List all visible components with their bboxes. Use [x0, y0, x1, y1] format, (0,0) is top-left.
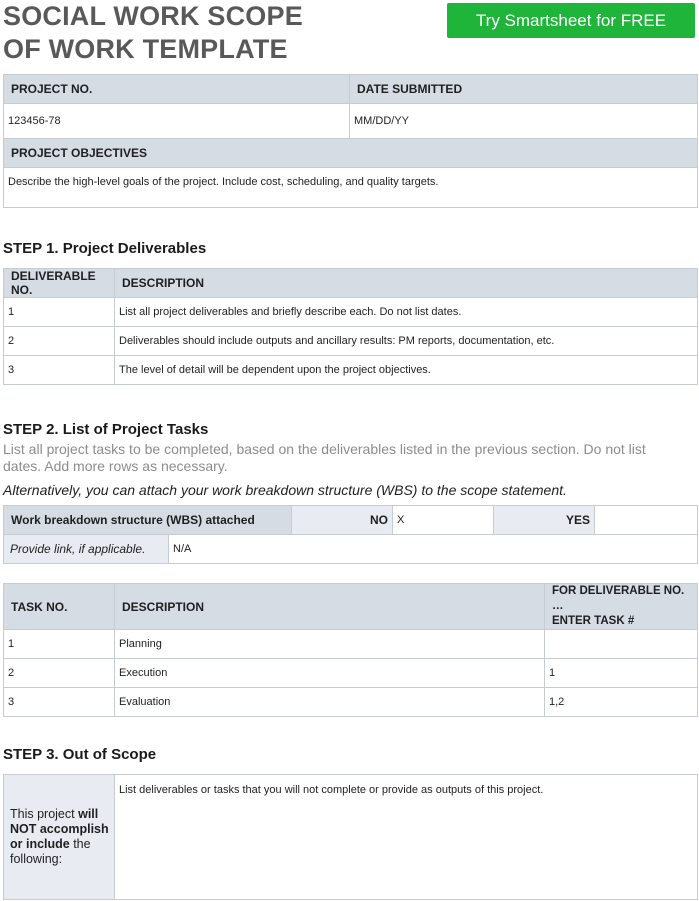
project-objectives-header: PROJECT OBJECTIVES [4, 139, 698, 168]
task-deliverable-cell[interactable] [545, 630, 698, 659]
date-submitted-header: DATE SUBMITTED [350, 75, 698, 104]
step3-heading: STEP 3. Out of Scope [3, 746, 157, 763]
out-of-scope-field[interactable]: List deliverables or tasks that you will not complete or provide as outputs of this project. [115, 775, 698, 900]
date-submitted-field[interactable]: MM/DD/YY [350, 104, 698, 139]
project-objectives-field[interactable]: Describe the high-level goals of the project. Include cost, scheduling, and quality targets. [4, 168, 698, 208]
task-desc-header: DESCRIPTION [115, 584, 545, 630]
title-line-1: SOCIAL WORK SCOPE [3, 1, 303, 31]
deliverable-no-header: DELIVERABLE NO. [4, 269, 115, 298]
project-no-field[interactable]: 123456-78 [4, 104, 350, 139]
deliverable-desc-cell[interactable]: The level of detail will be dependent upon the project objectives. [115, 356, 698, 385]
task-desc-cell[interactable]: Evaluation [115, 688, 545, 717]
wbs-yes-field[interactable] [595, 506, 698, 535]
task-no-header: TASK NO. [4, 584, 115, 630]
out-of-scope-label-a: This project [10, 807, 79, 821]
out-of-scope-label [4, 775, 115, 900]
task-deliverable-header [545, 584, 698, 630]
deliverable-no-cell[interactable]: 2 [4, 327, 115, 356]
table-row [4, 327, 698, 356]
wbs-label: Work breakdown structure (WBS) attached [4, 506, 292, 535]
wbs-no-field[interactable]: X [393, 506, 494, 535]
project-info-table [3, 74, 698, 208]
deliverable-desc-header: DESCRIPTION [115, 269, 698, 298]
title-line-2: OF WORK TEMPLATE [3, 34, 288, 64]
deliverable-desc-cell[interactable]: List all project deliverables and briefly describe each. Do not list dates. [115, 298, 698, 327]
deliverable-no-cell[interactable]: 1 [4, 298, 115, 327]
provide-link-label: Provide link, if applicable. [4, 535, 169, 564]
wbs-yes-label: YES [494, 506, 595, 535]
page-title [3, 0, 303, 66]
step2-note: List all project tasks to be completed, based on the deliverables listed in the previous section. Do not list dates. Add more rows as necessary. [3, 441, 646, 474]
task-desc-cell[interactable]: Planning [115, 630, 545, 659]
task-desc-cell[interactable]: Execution [115, 659, 545, 688]
try-smartsheet-button[interactable]: Try Smartsheet for FREE [447, 3, 695, 38]
project-no-header: PROJECT NO. [4, 75, 350, 104]
deliverable-no-cell[interactable]: 3 [4, 356, 115, 385]
table-row [4, 688, 698, 717]
table-row [4, 630, 698, 659]
deliverables-table [3, 268, 698, 385]
table-row [4, 356, 698, 385]
wbs-table [3, 505, 698, 564]
table-row [4, 659, 698, 688]
out-of-scope-table [3, 774, 698, 900]
step1-heading: STEP 1. Project Deliverables [3, 240, 207, 257]
out-of-scope-label-c: the following: [10, 837, 91, 866]
task-deliverable-cell[interactable]: 1 [545, 659, 698, 688]
deliverable-desc-cell[interactable]: Deliverables should include outputs and ancillary results: PM reports, documentation, etc. [115, 327, 698, 356]
wbs-no-label: NO [292, 506, 393, 535]
out-of-scope-label-emphasis: will NOT accomplish or include [10, 807, 109, 851]
task-no-cell[interactable]: 3 [4, 688, 115, 717]
step2-alternative: Alternatively, you can attach your work breakdown structure (WBS) to the scope statement. [3, 482, 567, 498]
table-row [4, 298, 698, 327]
task-deliverable-header-line1: FOR DELIVERABLE NO. … [552, 585, 685, 612]
tasks-table [3, 583, 698, 717]
task-deliverable-cell[interactable]: 1,2 [545, 688, 698, 717]
task-no-cell[interactable]: 1 [4, 630, 115, 659]
provide-link-field[interactable]: N/A [169, 535, 698, 564]
task-deliverable-header-line2: ENTER TASK # [552, 615, 635, 627]
task-no-cell[interactable]: 2 [4, 659, 115, 688]
step2-heading: STEP 2. List of Project Tasks [3, 421, 209, 438]
